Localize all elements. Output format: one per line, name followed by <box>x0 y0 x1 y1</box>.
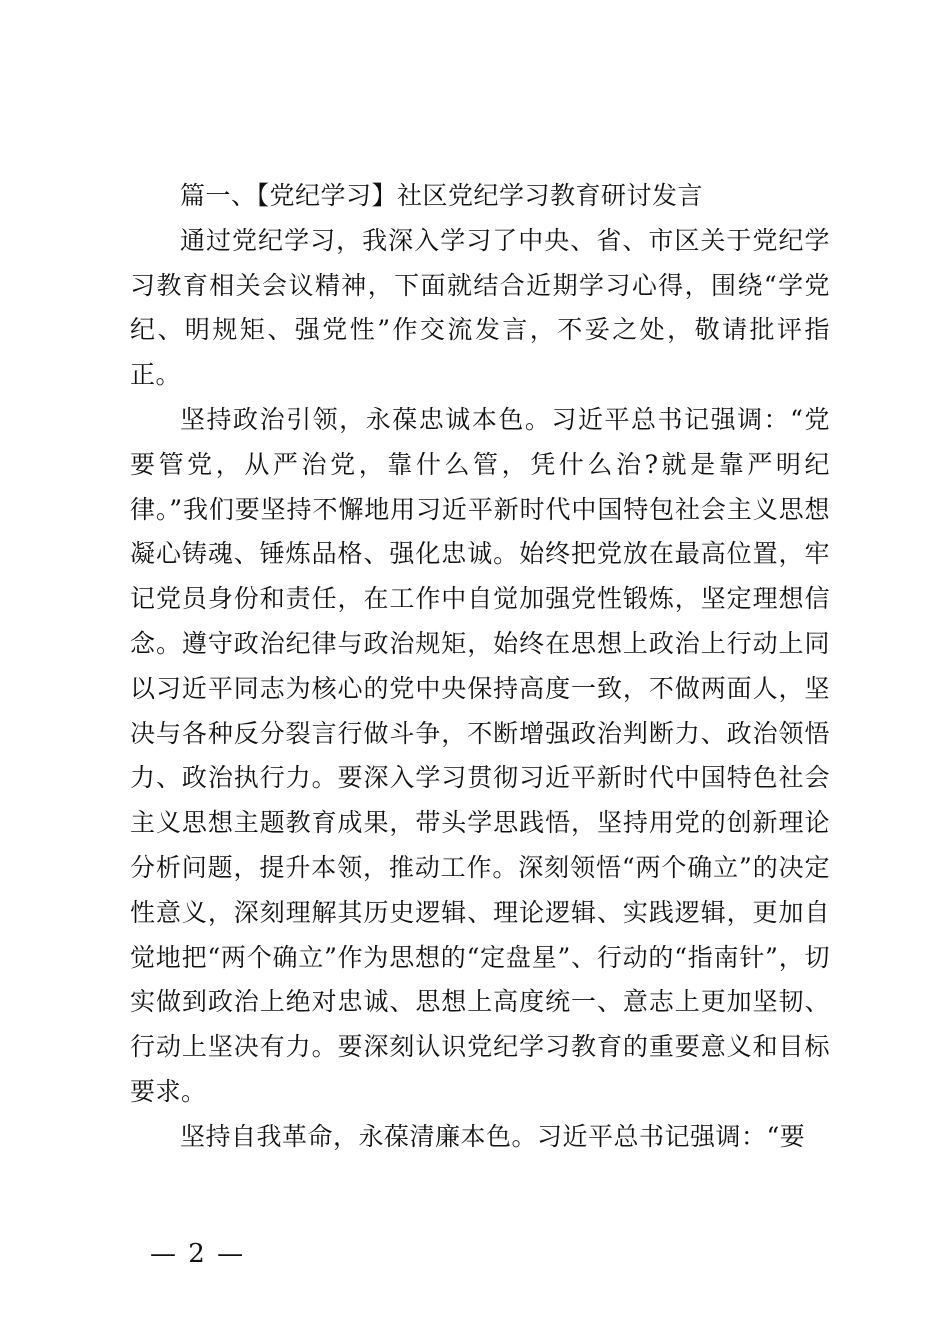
document-body <box>130 174 830 1160</box>
paragraph-political-leadership: 坚持政治引领，永葆忠诚本色。习近平总书记强调：“党要管党，从严治党，靠什么管，凭什么治?就是靠严明纪律。”我们要坚持不懈地用习近平新时代中国特包社会主义思想凝心铸魂、锤炼品格、强化忠诚。始终把党放在最高位置，牢记党员身份和责任，在工作中自觉加强党性锻炼，坚定理想信念。遵守政治纪律与政治规矩，始终在思想上政治上行动上同以习近平同志为核心的党中央保持高度一致，不做两面人，坚决与各种反分裂言行做斗争，不断增强政治判断力、政治领悟力、政治执行力。要深入学习贯彻习近平新时代中国特色社会主义思想主题教育成果，带头学思践悟，坚持用党的创新理论分析问题，提升本领，推动工作。深刻领悟“两个确立”的决定性意义，深刻理解其历史逻辑、理论逻辑、实践逻辑，更加自觉地把“两个确立”作为思想的“定盘星”、行动的“指南针”，切实做到政治上绝对忠诚、思想上高度统一、意志上更加坚韧、行动上坚决有力。要深刻认识党纪学习教育的重要意义和目标要求。 <box>130 404 830 1106</box>
page-number: — 2 — <box>150 1239 246 1269</box>
section-heading: 篇一、【党纪学习】社区党纪学习教育研讨发言 <box>180 181 704 210</box>
paragraph-intro: 通过党纪学习，我深入学习了中央、省、市区关于党纪学习教育相关会议精神，下面就结合近期学习心得，围绕“学党纪、明规矩、强党性”作交流发言，不妥之处，敬请批评指正。 <box>130 225 830 390</box>
paragraph-self-revolution: 坚持自我革命，永葆清廉本色。习近平总书记强调：“要 <box>180 1121 806 1151</box>
